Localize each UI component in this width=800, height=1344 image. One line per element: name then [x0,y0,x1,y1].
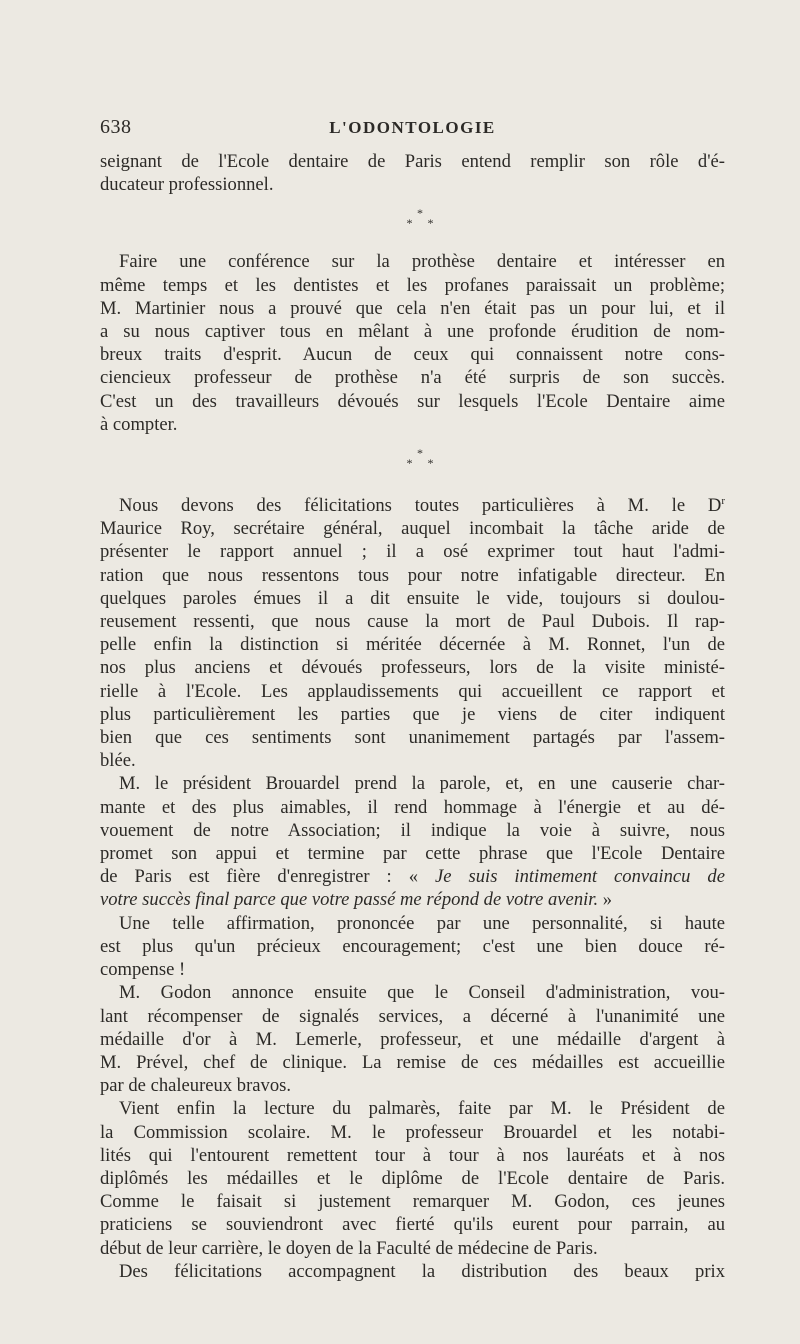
text-line: médaille d'or à M. Lemerle, professeur, et une médaille d'argent à [100,1028,725,1050]
text-line: M. Prével, chef de clinique. La remise de ces médailles est accueillie [100,1051,725,1073]
asterism-bottom: * * [406,216,440,231]
text-line: la Commission scolaire. M. le professeur Brouardel et les notabi- [100,1121,725,1143]
text-line [100,888,725,911]
text-line: Une telle affirmation, prononcée par une personnalité, si haute [119,912,725,934]
text-line: rielle à l'Ecole. Les applaudissements qui accueillent ce rapport et [100,680,725,702]
paragraph-continuation [100,150,725,196]
text-line: vouement de notre Association; il indique la voie à suivre, nous [100,819,725,841]
text-line: ration que nous ressentons tous pour notre infatigable directeur. En [100,564,725,586]
asterism-separator [100,446,725,471]
running-title: L'ODONTOLOGIE [329,118,496,137]
text-line: mante et des plus aimables, il rend hommage à l'énergie et au dé- [100,796,725,818]
text-line [100,865,725,888]
text-line: pelle enfin la distinction si méritée décernée à M. Ronnet, l'un de [100,634,725,656]
asterism-bottom: * * [406,456,440,471]
paragraph-brouardel [100,772,725,911]
paragraph-godon [100,981,725,1097]
text-line: Maurice Roy, secrétaire général, auquel incombait la tâche aride de [100,518,725,540]
text-line: bien que ces sentiments sont unanimement partagés par l'assem- [100,727,725,749]
superscript: r [721,495,725,508]
text-line: compense ! [100,959,186,981]
page-header [100,116,725,142]
text-line: lités qui l'entourent remettent tour à tour à nos lauréats et à nos [100,1144,725,1166]
text-line: même temps et les dentistes et les profanes paraissait un problème; [100,274,725,296]
text-line: C'est un des travailleurs dévoués sur lesquels l'Ecole Dentaire aime [100,390,725,412]
text-line: par de chaleureux bravos. [100,1075,292,1097]
page-body [100,150,725,1283]
paragraph-palmares [100,1097,725,1259]
text-line: breux traits d'esprit. Aucun de ceux qui connaissent notre cons- [100,344,725,366]
text-line: ducateur professionnel. [100,174,274,196]
quotation-italic: Je suis intimement convaincu de [435,866,725,888]
asterism-top: * [417,206,423,221]
asterism-top: * [417,446,423,461]
text-line: présenter le rapport annuel ; il a osé exprimer tout haut l'admi- [100,541,725,563]
text-line: reusement ressenti, que nous cause la mort de Paul Dubois. Il rap- [100,611,725,633]
text-line: blée. [100,750,136,772]
text-line [100,490,725,517]
text-line: praticiens se souviendront avec fierté qu'ils eurent pour parrain, au [100,1214,725,1236]
text-line: à compter. [100,413,178,435]
text-line: Vient enfin la lecture du palmarès, faite par M. le Président de [119,1098,725,1120]
text-line: plus particulièrement les parties que je viens de citer indiquent [100,703,725,725]
text-line: nos plus anciens et dévoués professeurs, lors de la visite ministé- [100,657,725,679]
text-line: quelques paroles émues il a dit ensuite le vide, toujours si doulou- [100,587,725,609]
text-segment: de Paris est fière d'enregistrer : « [100,866,435,888]
text-line: a su nous captiver tous en mêlant à une profonde érudition de nom- [100,321,725,343]
text-line: seignant de l'Ecole dentaire de Paris entend remplir son rôle d'é- [100,151,725,172]
text-line: début de leur carrière, le doyen de la Faculté de médecine de Paris. [100,1237,598,1259]
quotation-italic: votre succès final parce que votre passé me répond de votre avenir. [100,889,599,911]
text-line: ciencieux professeur de prothèse n'a été surpris de son succès. [100,367,725,389]
text-line: est plus qu'un précieux encouragement; c'est une bien douce ré- [100,935,725,957]
text-line: Faire une conférence sur la prothèse dentaire et intéresser en [119,251,725,273]
text-line: M. Godon annonce ensuite que le Conseil d'administration, vou- [119,982,725,1004]
text-line: lant récompenser de signalés services, a décerné à l'unanimité une [100,1005,725,1027]
text-line: Comme le faisait si justement remarquer M. Godon, ces jeunes [100,1191,725,1213]
text-line: diplômés les médailles et le diplôme de l'Ecole dentaire de Paris. [100,1167,725,1189]
asterism-separator [100,206,725,231]
text-line: M. le président Brouardel prend la parole, et, en une causerie char- [119,773,725,795]
text-line: Des félicitations accompagnent la distribution des beaux prix [119,1260,725,1282]
paragraph-affirmation [100,912,725,982]
page-number: 638 [100,116,132,138]
paragraph-prothese [100,250,725,436]
text-line: promet son appui et termine par cette phrase que l'Ecole Dentaire [100,843,725,865]
paragraph-felicitations [100,490,725,772]
text-line: M. Martinier nous a prouvé que cela n'en était pas un pour lui, et il [100,297,725,319]
paragraph-prix [100,1260,725,1283]
text-segment: » [598,889,613,911]
text-segment: Nous devons des félicitations toutes particulières à M. le D [119,495,722,517]
